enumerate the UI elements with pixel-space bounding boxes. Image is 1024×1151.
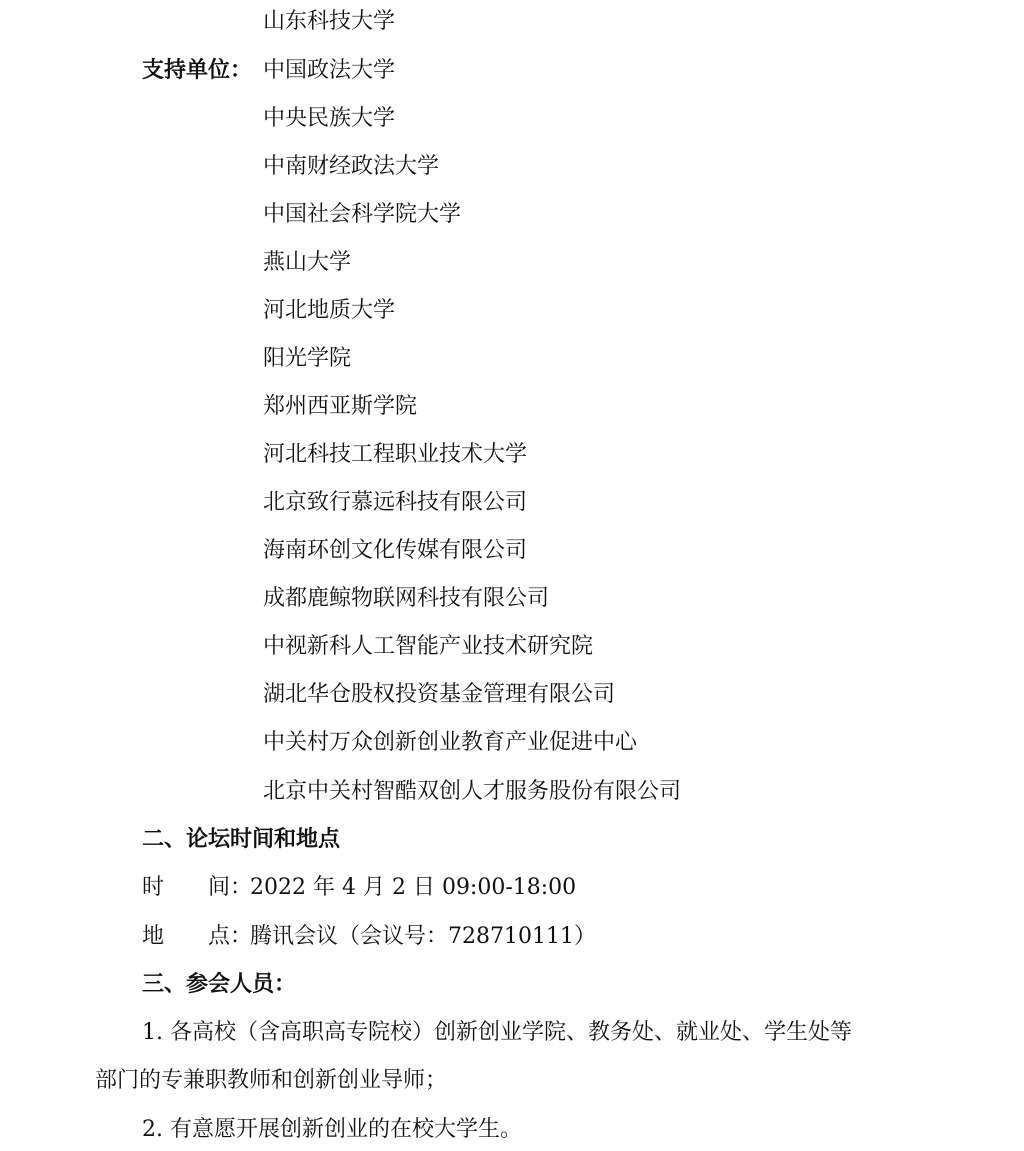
- support-unit: 郑州西亚斯学院: [263, 394, 418, 419]
- section-heading-time-place: 二、论坛时间和地点: [142, 827, 341, 852]
- support-unit: 湖北华仓股权投资基金管理有限公司: [263, 682, 616, 707]
- organizer-unit: 山东科技大学: [263, 9, 396, 34]
- support-unit: 中关村万众创新创业教育产业促进中心: [263, 730, 638, 755]
- support-unit: 中国政法大学: [263, 58, 396, 83]
- support-unit: 中南财经政法大学: [263, 154, 440, 179]
- support-unit: 阳光学院: [263, 346, 352, 371]
- section-heading-attendees: 三、参会人员：: [142, 972, 297, 997]
- support-unit: 燕山大学: [263, 250, 352, 275]
- support-unit: 北京中关村智酷双创人才服务股份有限公司: [263, 779, 682, 804]
- place-value: 腾讯会议（会议号：728710111）: [250, 924, 596, 949]
- time-label: 时 间：: [142, 875, 253, 900]
- support-unit: 中视新科人工智能产业技术研究院: [263, 634, 594, 659]
- support-unit: 北京致行慕远科技有限公司: [263, 490, 528, 515]
- attendee-item-1-line-2: 部门的专兼职教师和创新创业导师；: [95, 1068, 448, 1093]
- support-unit: 中央民族大学: [263, 106, 396, 131]
- place-label: 地 点：: [142, 924, 253, 949]
- support-unit: 河北科技工程职业技术大学: [263, 442, 528, 467]
- support-unit: 中国社会科学院大学: [263, 202, 462, 227]
- support-unit: 成都鹿鲸物联网科技有限公司: [263, 586, 550, 611]
- support-unit: 海南环创文化传媒有限公司: [263, 538, 528, 563]
- support-unit: 河北地质大学: [263, 298, 396, 323]
- time-value: 2022 年 4 月 2 日 09:00-18:00: [250, 875, 577, 900]
- attendee-item-2: 2. 有意愿开展创新创业的在校大学生。: [142, 1117, 522, 1142]
- attendee-item-1-line-1: 1. 各高校（含高职高专院校）创新创业学院、教务处、就业处、学生处等: [142, 1020, 852, 1045]
- support-units-label: 支持单位：: [142, 58, 253, 83]
